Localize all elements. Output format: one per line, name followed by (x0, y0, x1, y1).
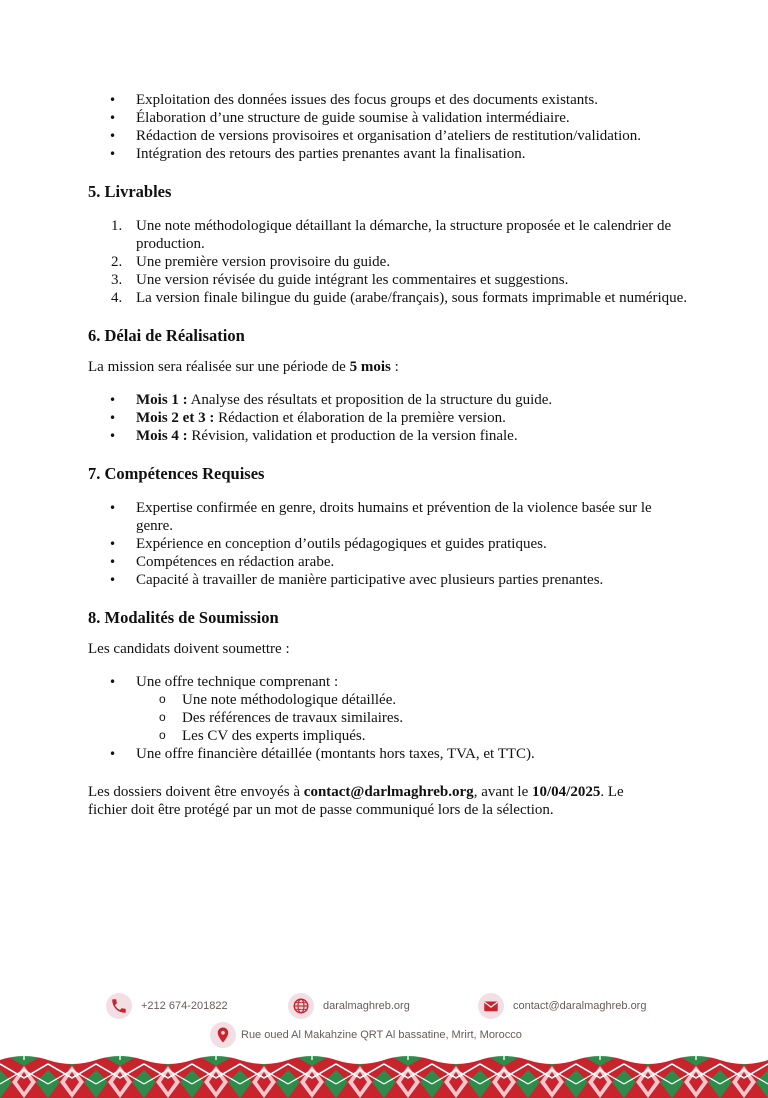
list-text: Une offre technique comprenant : (136, 674, 339, 690)
footer-phone (106, 993, 228, 1019)
list-text: Une première version provisoire du guide. (136, 254, 391, 270)
delai-intro (88, 358, 688, 376)
section-heading-delai: 6. Délai de Réalisation (88, 326, 245, 345)
deadline-date: 10/04/2025 (532, 784, 601, 800)
website-link[interactable]: daralmaghreb.org (323, 1000, 410, 1012)
list-text: La version finale bilingue du guide (arabe/français), sous formats imprimable et numérique. (136, 290, 688, 306)
list-item (111, 289, 688, 307)
list-text: Rédaction et élaboration de la première version. (214, 410, 506, 426)
intro-text-end: : (390, 359, 399, 375)
list-text: Une note méthodologique détaillant la démarche, la structure proposée et le calendrier de production. (136, 218, 672, 252)
schedule-list (136, 391, 688, 445)
list-text: Une version révisée du guide intégrant les commentaires et suggestions. (136, 272, 569, 288)
section-heading-competences: 7. Compétences Requises (88, 464, 265, 483)
month-label: Mois 1 : (136, 392, 188, 408)
list-item: • Exploitation des données issues des focus groups et des documents existants. (136, 91, 688, 109)
list-number: 2. (111, 254, 123, 270)
closing-text: Les dossiers doivent être envoyés à (88, 784, 304, 800)
document-body (88, 91, 688, 819)
sub-list-item: o Une note méthodologique détaillée. (182, 691, 688, 709)
list-item (136, 673, 688, 745)
month-label: Mois 2 et 3 : (136, 410, 215, 426)
globe-icon (288, 993, 314, 1019)
list-item: • Une offre financière détaillée (montants hors taxes, TVA, et TTC). (136, 745, 688, 763)
list-item: • Compétences en rédaction arabe. (136, 553, 688, 571)
sub-list-item: o Des références de travaux similaires. (182, 709, 688, 727)
list-item (136, 409, 688, 427)
list-item: • Intégration des retours des parties prenantes avant la finalisation. (136, 145, 688, 163)
skills-list (136, 499, 688, 589)
list-item: • Rédaction de versions provisoires et organisation d’ateliers de restitution/validation. (136, 127, 688, 145)
list-item (136, 427, 688, 445)
intro-text: La mission sera réalisée sur une période de (88, 359, 350, 375)
month-label: Mois 4 : (136, 428, 188, 444)
decorative-pattern-band (0, 1052, 768, 1098)
location-pin-icon (210, 1022, 236, 1048)
footer-address (210, 1022, 522, 1048)
methodology-list (136, 91, 688, 163)
sub-list-item: o Les CV des experts impliqués. (182, 727, 688, 745)
list-number: 4. (111, 290, 123, 306)
closing-paragraph (88, 783, 658, 819)
email-link[interactable]: contact@daralmaghreb.org (513, 1000, 647, 1012)
list-item (111, 217, 688, 253)
page-footer (0, 985, 768, 1098)
list-item (111, 253, 688, 271)
mail-icon (478, 993, 504, 1019)
list-item: • Expérience en conception d’outils pédagogiques et guides pratiques. (136, 535, 688, 553)
list-item: • Élaboration d’une structure de guide soumise à validation intermédiaire. (136, 109, 688, 127)
list-text: Analyse des résultats et proposition de la structure du guide. (187, 392, 553, 408)
section-heading-soumission: 8. Modalités de Soumission (88, 608, 279, 627)
list-item: • Capacité à travailler de manière participative avec plusieurs parties prenantes. (136, 571, 688, 589)
address-text: Rue oued Al Makahzine QRT Al bassatine, Mrirt, Morocco (241, 1029, 522, 1041)
list-item (111, 271, 688, 289)
soumission-intro: Les candidats doivent soumettre : (88, 641, 290, 657)
contact-email[interactable]: contact@darlmaghreb.org (303, 784, 474, 800)
submission-list (136, 673, 688, 763)
list-number: 3. (111, 272, 123, 288)
technical-offer-sublist (182, 691, 688, 745)
phone-number[interactable]: +212 674-201822 (141, 1000, 228, 1012)
list-number: 1. (111, 218, 123, 234)
closing-text: , avant le (473, 784, 532, 800)
section-heading-livrables: 5. Livrables (88, 182, 172, 201)
list-item: • Expertise confirmée en genre, droits humains et prévention de la violence basée sur le genre. (136, 499, 688, 535)
footer-email (478, 993, 646, 1019)
list-item (136, 391, 688, 409)
closing-text: . Le fichier doit être protégé par un mot de passe communiqué lors de la sélection. (88, 784, 624, 818)
deliverables-list (111, 217, 688, 307)
phone-icon (106, 993, 132, 1019)
duration-value: 5 mois (349, 359, 391, 375)
list-text: Révision, validation et production de la version finale. (187, 428, 518, 444)
footer-website (288, 993, 410, 1019)
